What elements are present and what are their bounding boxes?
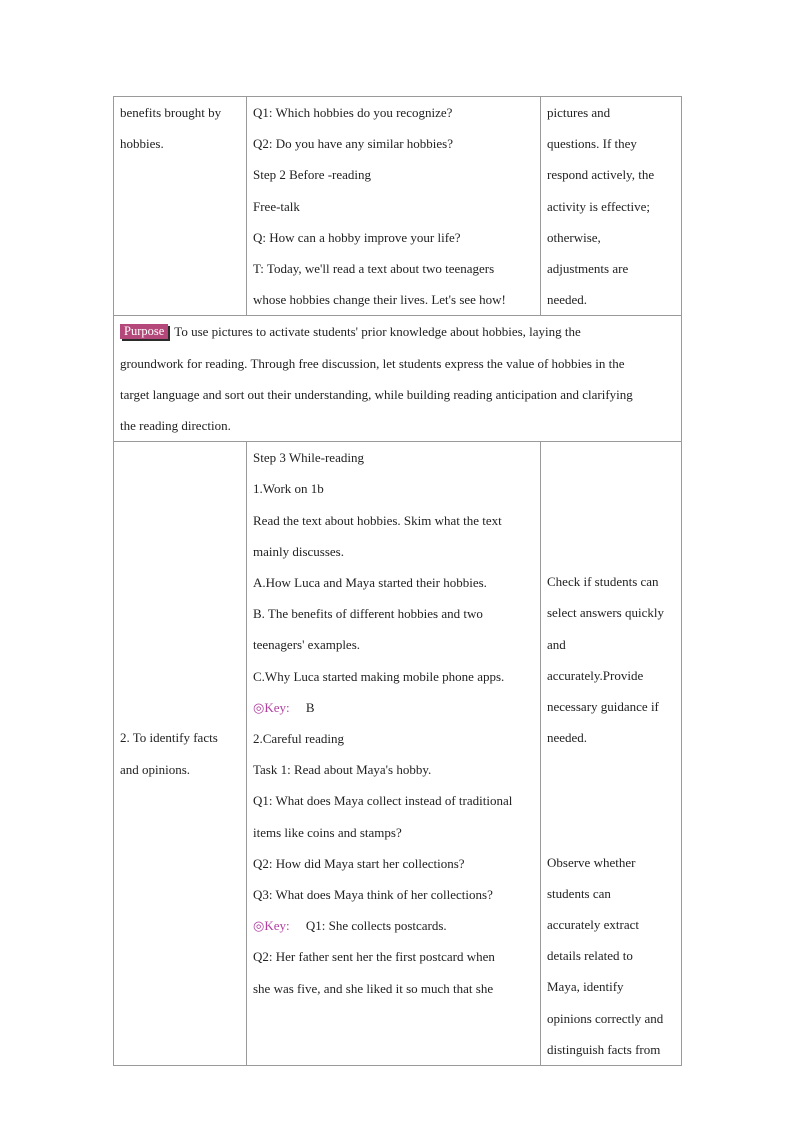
assessment-cell [541, 97, 682, 316]
assessment-text: students can [547, 885, 611, 901]
activity-cell [247, 97, 541, 316]
purpose-line [120, 316, 675, 347]
assessment-text: accurately.Provide [547, 667, 644, 683]
assessment-text: necessary guidance if [547, 699, 659, 715]
activity-text: 2.Careful reading [253, 731, 344, 747]
assessment-text: respond actively, the [547, 167, 655, 183]
objective-text: hobbies. [120, 136, 164, 152]
step-heading: Step 3 While-reading [253, 450, 364, 466]
answer-key-line [253, 692, 534, 723]
assessment-text: Maya, identify [547, 979, 624, 995]
activity-text: Q: How can a hobby improve your life? [253, 229, 461, 245]
assessment-text: Check if students can [547, 574, 659, 590]
activity-text: Q2: Her father sent her the first postcard when [253, 949, 495, 965]
assessment-text: Observe whether [547, 854, 636, 870]
assessment-text: accurately extract [547, 917, 640, 933]
assessment-text: needed. [547, 292, 588, 308]
assessment-text: pictures and [547, 105, 611, 120]
lesson-plan-table [113, 96, 682, 1066]
purpose-text: target language and sort out their understanding, while building reading anticipation and clarifying [120, 386, 633, 402]
spacer [547, 753, 675, 815]
activity-text: Q3: What does Maya think of her collections? [253, 887, 493, 903]
assessment-text: select answers quickly [547, 605, 664, 621]
step-heading: Step 2 Before -reading [253, 167, 372, 183]
spacer [547, 815, 675, 846]
activity-text: Q2: Do you have any similar hobbies? [253, 136, 454, 152]
activity-text: Task 1: Read about Maya's hobby. [253, 762, 432, 778]
assessment-text: details related to [547, 948, 633, 964]
assessment-text: needed. [547, 730, 588, 746]
option-text: C.Why Luca started making mobile phone apps. [253, 668, 505, 684]
activity-text: she was five, and she liked it so much that she [253, 980, 494, 996]
purpose-text: the reading direction. [120, 418, 231, 434]
assessment-text: and [547, 636, 566, 652]
assessment-text: distinguish facts from [547, 1041, 661, 1057]
purpose-cell [114, 316, 682, 442]
purpose-badge: Purpose [120, 324, 168, 339]
assessment-cell [541, 442, 682, 1066]
answer-key-line [253, 910, 534, 941]
key-label: ◎Key: [253, 699, 290, 715]
table-row [114, 442, 682, 1066]
key-answer: Q1: She collects postcards. [305, 918, 447, 934]
spacer [547, 442, 675, 504]
objective-text: benefits brought by [120, 105, 222, 120]
spacer [547, 504, 675, 566]
key-answer: B [305, 699, 315, 715]
activity-text: Free-talk [253, 198, 300, 214]
objective-cell [114, 442, 247, 1066]
option-text: A.How Luca and Maya started their hobbies. [253, 575, 487, 591]
assessment-text: opinions correctly and [547, 1010, 664, 1026]
activity-text: T: Today, we'll read a text about two teenagers [253, 261, 495, 277]
objective-cell [114, 97, 247, 316]
table-row [114, 97, 682, 316]
activity-cell [247, 442, 541, 1066]
objective-text: and opinions. [120, 761, 191, 777]
activity-text: items like coins and stamps? [253, 824, 402, 840]
activity-text: Q1: What does Maya collect instead of traditional [253, 793, 513, 809]
option-text: B. The benefits of different hobbies and two [253, 606, 483, 622]
assessment-text: otherwise, [547, 229, 601, 245]
option-text: teenagers' examples. [253, 637, 361, 653]
purpose-text: groundwork for reading. Through free discussion, let students express the value of hobbies in the [120, 355, 625, 371]
assessment-text: questions. If they [547, 136, 637, 152]
activity-text: mainly discusses. [253, 543, 344, 559]
key-label: ◎Key: [253, 918, 290, 934]
purpose-text: To use pictures to activate students' prior knowledge about hobbies, laying the [174, 324, 581, 340]
assessment-text: activity is effective; [547, 198, 650, 214]
activity-text: Q2: How did Maya start her collections? [253, 855, 465, 871]
assessment-text: adjustments are [547, 261, 629, 277]
activity-text: Q1: Which hobbies do you recognize? [253, 105, 453, 120]
activity-text: Read the text about hobbies. Skim what the text [253, 512, 502, 528]
activity-text: 1.Work on 1b [253, 481, 324, 497]
purpose-row [114, 316, 682, 442]
objective-text: 2. To identify facts [120, 730, 218, 746]
activity-text: whose hobbies change their lives. Let's see how! [253, 292, 506, 308]
